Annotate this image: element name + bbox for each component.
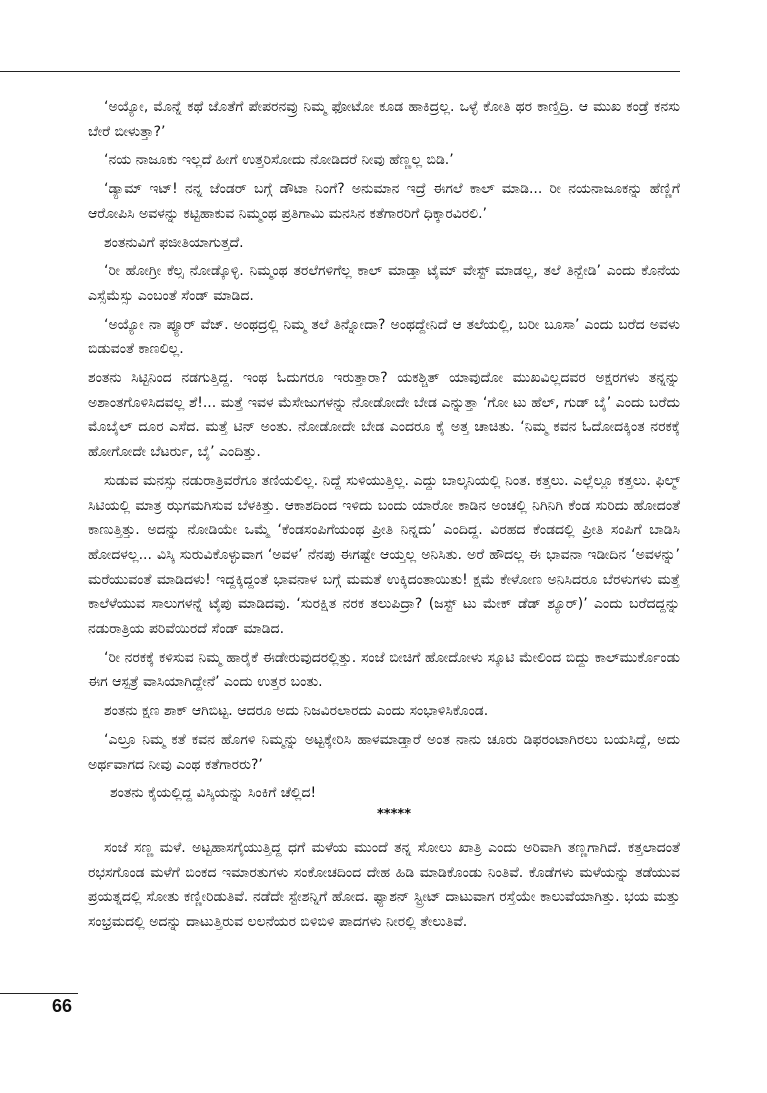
paragraph: ಶಂತನು ಕ್ಷಣ ಶಾಕ್ ಆಗಿಬಿಟ್ಟ. ಆದರೂ ಅದು ನಿಜವಿರಲಾರದು ಎಂದು ಸಂಭಾಳಿಸಿಕೊಂಡ.	[104, 703, 489, 720]
section-separator: *****	[377, 806, 411, 822]
paragraph: ಶಂತನು ಸಿಟ್ಟಿನಿಂದ ನಡಗುತ್ತಿದ್ದ. ಇಂಥ ಓದುಗರೂ ಇರುತ್ತಾರಾ? ಯಕಶ್ಚಿತ್ ಯಾವುದೋ ಮುಖವಿಲ್ಲದವರ ಅಕ್ಷರಗಳು ತನ್ನನ್ನು ಅಶಾಂತಗೊಳಿಸಿದವಲ್ಲ ಶೆ!... ಮತ್ತೆ ಇವಳ ಮೆಸೇಜುಗಳನ್ನು ನೋಡೋದೇ ಬೇಡ ಎನ್ನುತ್ತಾ ‘ಗೋ ಟು ಹೆಲ್, ಗುಡ್ ಬೈ’ ಎಂದು ಬರೆದು ಮೊಬೈಲ್ ದೂರ ಎಸೆದ. ಮತ್ತೆ ಟಿನ್ ಅಂತು. ನೋಡೋದೇ ಬೇಡ ಎಂದರೂ ಕೈ ಅತ್ತ ಚಾಚಿತು. ‘ನಿಮ್ಮ ಕವನ ಓದೋದಕ್ಕಿಂತ ನರಕಕ್ಕೆ ಹೋಗೋದೇ ಬೆಟರ್ರು, ಬೈ’ ಎಂದಿತ್ತು.	[88, 370, 680, 461]
story-text	[88, 95, 680, 939]
header-rule	[0, 71, 680, 72]
paragraph: ‘ರೀ ಹೋಗ್ರೀ ಕೆಲ್ಸ ನೋಡ್ಕೊಳ್ಳಿ. ನಿಮ್ಮಂಥ ತರಲೆಗಳಿಗೆಲ್ಲ ಕಾಲ್ ಮಾಡ್ತಾ ಟೈಮ್ ವೇಸ್ಟ್ ಮಾಡಲ್ಲ, ತಲೆ ತಿನ್ಬೇಡಿ’ ಎಂದು ಕೊನೆಯ ಎಸ್ಸೆಮೆಸ್ಸು ಎಂಬಂತೆ ಸೆಂಡ್ ಮಾಡಿದ.	[88, 263, 680, 304]
paragraph: ‘ಎಲ್ರೂ ನಿಮ್ಮ ಕತೆ ಕವನ ಹೊಗಳಿ ನಿಮ್ಮನ್ನು ಅಟ್ಟಕ್ಕೇರಿಸಿ ಹಾಳಮಾಡ್ತಾರೆ ಅಂತ ನಾನು ಚೂರು ಡಿಫರಂಟಾಗಿರಲು ಬಯಸಿದ್ದೆ, ಅದು ಅರ್ಥವಾಗದ ನೀವು ಎಂಥ ಕತೆಗಾರರು?’	[88, 731, 680, 773]
paragraph: ‘ಡ್ಯಾಮ್ ಇಟ್! ನನ್ನ ಜೆಂಡರ್ ಬಗ್ಗೆ ಡೌಟಾ ನಿಂಗೆ? ಅನುಮಾನ ಇದ್ರೆ ಈಗಲೆ ಕಾಲ್ ಮಾಡಿ... ರೀ ನಯನಾಜೂಕನ್ನು ಹೆಣ್ಣಿಗೆ ಆರೋಪಿಸಿ ಅವಳನ್ನು ಕಟ್ಟಿಹಾಕುವ ನಿಮ್ಮಂಥ ಪ್ರತಿಗಾಮಿ ಮನಸಿನ ಕತೆಗಾರರಿಗೆ ಧಿಕ್ಕಾರವಿರಲಿ.’	[88, 181, 680, 222]
paragraph: ಶಂತನು ಕೈಯಲ್ಲಿದ್ದ ವಿಸ್ಕಿಯನ್ನು ಸಿಂಕಿಗೆ ಚೆಲ್ಲಿದ!	[110, 785, 317, 802]
paragraph: ‘ಅಯ್ಯೋ, ಮೊನ್ನೆ ಕಥೆ ಜೊತೆಗೆ ಪೇಪರನವ್ರು ನಿಮ್ಮ ಫೋಟೋ ಕೂಡ ಹಾಕಿದ್ರಲ್ಲ. ಒಳ್ಳೆ ಕೋತಿ ಥರ ಕಾಣ್ತಿದ್ರಿ. ಆ ಮುಖ ಕಂಡ್ರೆ ಕನಸು ಬೇರೆ ಬೀಳುತ್ತಾ?’	[88, 99, 680, 140]
page-number: 66	[52, 996, 73, 1016]
paragraph: ಸುಡುವ ಮನಸ್ಸು ನಡುರಾತ್ರಿವರೆಗೂ ತಣಿಯಲಿಲ್ಲ. ನಿದ್ದೆ ಸುಳಿಯುತ್ತಿಲ್ಲ. ಎದ್ದು ಬಾಲ್ಕನಿಯಲ್ಲಿ ನಿಂತ. ಕತ್ತಲು. ಎಲ್ಲೆಲ್ಲೂ ಕತ್ತಲು. ಫಿಲ್ಮ್ ಸಿಟಿಯಲ್ಲಿ ಮಾತ್ರ ಝಗಮಗಿಸುವ ಬೆಳಕಿತ್ತು. ಆಕಾಶದಿಂದ ಇಳಿದು ಬಂದು ಯಾರೋ ಕಾಡಿನ ಅಂಚಲ್ಲಿ ನಿಗಿನಿಗಿ ಕೆಂಡ ಸುರಿದು ಹೋದಂತೆ ಕಾಣುತ್ತಿತ್ತು. ಅದನ್ನು ನೋಡಿಯೇ ಒಮ್ಮೆ ‘ಕೆಂಡಸಂಪಿಗೆಯಂಥ ಪ್ರೀತಿ ನಿನ್ನದು’ ಎಂದಿದ್ದ. ವಿರಹದ ಕೆಂಡದಲ್ಲಿ ಪ್ರೀತಿ ಸಂಪಿಗೆ ಬಾಡಿಸಿ ಹೋದಳಲ್ಲ... ವಿಸ್ಕಿ ಸುರುವಿಕೊಳ್ಳುವಾಗ ‘ಅವಳ’ ನೆನಪು ಈಗಷ್ಟೇ ಆಯ್ತಲ್ಲ ಅನಿಸಿತು. ಅರೆ ಹೌದಲ್ಲ ಈ ಭಾವನಾ ಇಡೀದಿನ ‘ಅವಳನ್ನು’ ಮರೆಯುವಂತೆ ಮಾಡಿದಳು! ಇದ್ದಕ್ಕಿದ್ದಂತೆ ಭಾವನಾಳ ಬಗ್ಗೆ ಮಮತೆ ಉಕ್ಕಿದಂತಾಯಿತು! ಕ್ಷಮೆ ಕೇಳೋಣ ಅನಿಸಿದರೂ ಬೆರಳುಗಳು ಮತ್ತೆ ಕಾಲೆಳೆಯುವ ಸಾಲುಗಳನ್ನೆ ಟೈಪು ಮಾಡಿದವು. ‘ಸುರಕ್ಷಿತ ನರಕ ತಲುಪಿದ್ರಾ? (ಜಸ್ಟ್ ಟು ಮೇಕ್ ಡೆಡ್ ಶ್ಯೂರ್)’ ಎಂದು ಬರೆದದ್ದನ್ನು ನಡುರಾತ್ರಿಯ ಪರಿವೆಯಿರದೆ ಸೆಂಡ್ ಮಾಡಿದ.	[88, 472, 680, 638]
paragraph: ಶಂತನುವಿಗೆ ಫಜೀತಿಯಾಗುತ್ತದೆ.	[104, 234, 244, 251]
paragraph: ‘ರೀ ನರಕಕ್ಕೆ ಕಳಿಸುವ ನಿಮ್ಮ ಹಾರೈಕೆ ಈಡೇರುವುದರಲ್ಲಿತ್ತು. ಸಂಜೆ ಬೀಚಿಗೆ ಹೋದೋಳು ಸ್ಕೂಟಿ ಮೇಲಿಂದ ಬಿದ್ದು ಕಾಲ್‌ಮುರ್ಕೊಂಡು ಈಗ ಆಸ್ಪತ್ರೆ ವಾಸಿಯಾಗಿದ್ದೇನೆ’ ಎಂದು ಉತ್ತರ ಬಂತು.	[88, 649, 680, 691]
footer-rule	[0, 993, 78, 994]
paragraph: ‘ನಯ ನಾಜೂಕು ಇಲ್ಲದೆ ಹೀಗೆ ಉತ್ತರಿಸೋದು ನೋಡಿದರೆ ನೀವು ಹೆಣ್ಣಲ್ಲ ಬಿಡಿ.’	[104, 152, 454, 169]
paragraph: ಸಂಜೆ ಸಣ್ಣ ಮಳೆ. ಅಟ್ಟಹಾಸಗೈಯುತ್ತಿದ್ದ ಧಗೆ ಮಳೆಯ ಮುಂದೆ ತನ್ನ ಸೋಲು ಖಾತ್ರಿ ಎಂದು ಅರಿವಾಗಿ ತಣ್ಣಗಾಗಿದೆ. ಕತ್ತಲಾದಂತೆ ರಭಸಗೊಂಡ ಮಳೆಗೆ ಬಿಂಕದ ಇಮಾರತುಗಳು ಸಂಕೋಚದಿಂದ ದೇಹ ಹಿಡಿ ಮಾಡಿಕೊಂಡು ನಿಂತಿವೆ. ಕೊಡೆಗಳು ಮಳೆಯನ್ನು ತಡೆಯುವ ಪ್ರಯತ್ನದಲ್ಲಿ ಸೋತು ಕಣ್ಣೀರಿಡುತಿವೆ. ನಡೆದೇ ಸ್ಟೇಶನ್ನಿಗೆ ಹೋದ. ಫ್ಯಾಶನ್ ಸ್ಟ್ರೀಟ್ ದಾಟುವಾಗ ರಸ್ತೆಯೇ ಕಾಲುವೆಯಾಗಿತ್ತು. ಭಯ ಮತ್ತು ಸಂಭ್ರಮದಲ್ಲಿ ಅದನ್ನು ದಾಟುತ್ತಿರುವ ಲಲನೆಯರ ಬಿಳಿಬಿಳಿ ಪಾದಗಳು ನೀರಲ್ಲಿ ತೇಲುತಿವೆ.	[88, 839, 680, 931]
paragraph: ‘ಅಯ್ಯೋ ನಾ ಪ್ಯೂರ್ ವೆಜ್. ಅಂಥದ್ರಲ್ಲಿ ನಿಮ್ಮ ತಲೆ ತಿನ್ನೋದಾ? ಅಂಥದ್ದೇನಿದೆ ಆ ತಲೆಯಲ್ಲಿ, ಬರೀ ಬೂಸಾ’ ಎಂದು ಬರೆದ ಅವಳು ಬಿಡುವಂತೆ ಕಾಣಲಿಲ್ಲ.	[88, 316, 680, 358]
